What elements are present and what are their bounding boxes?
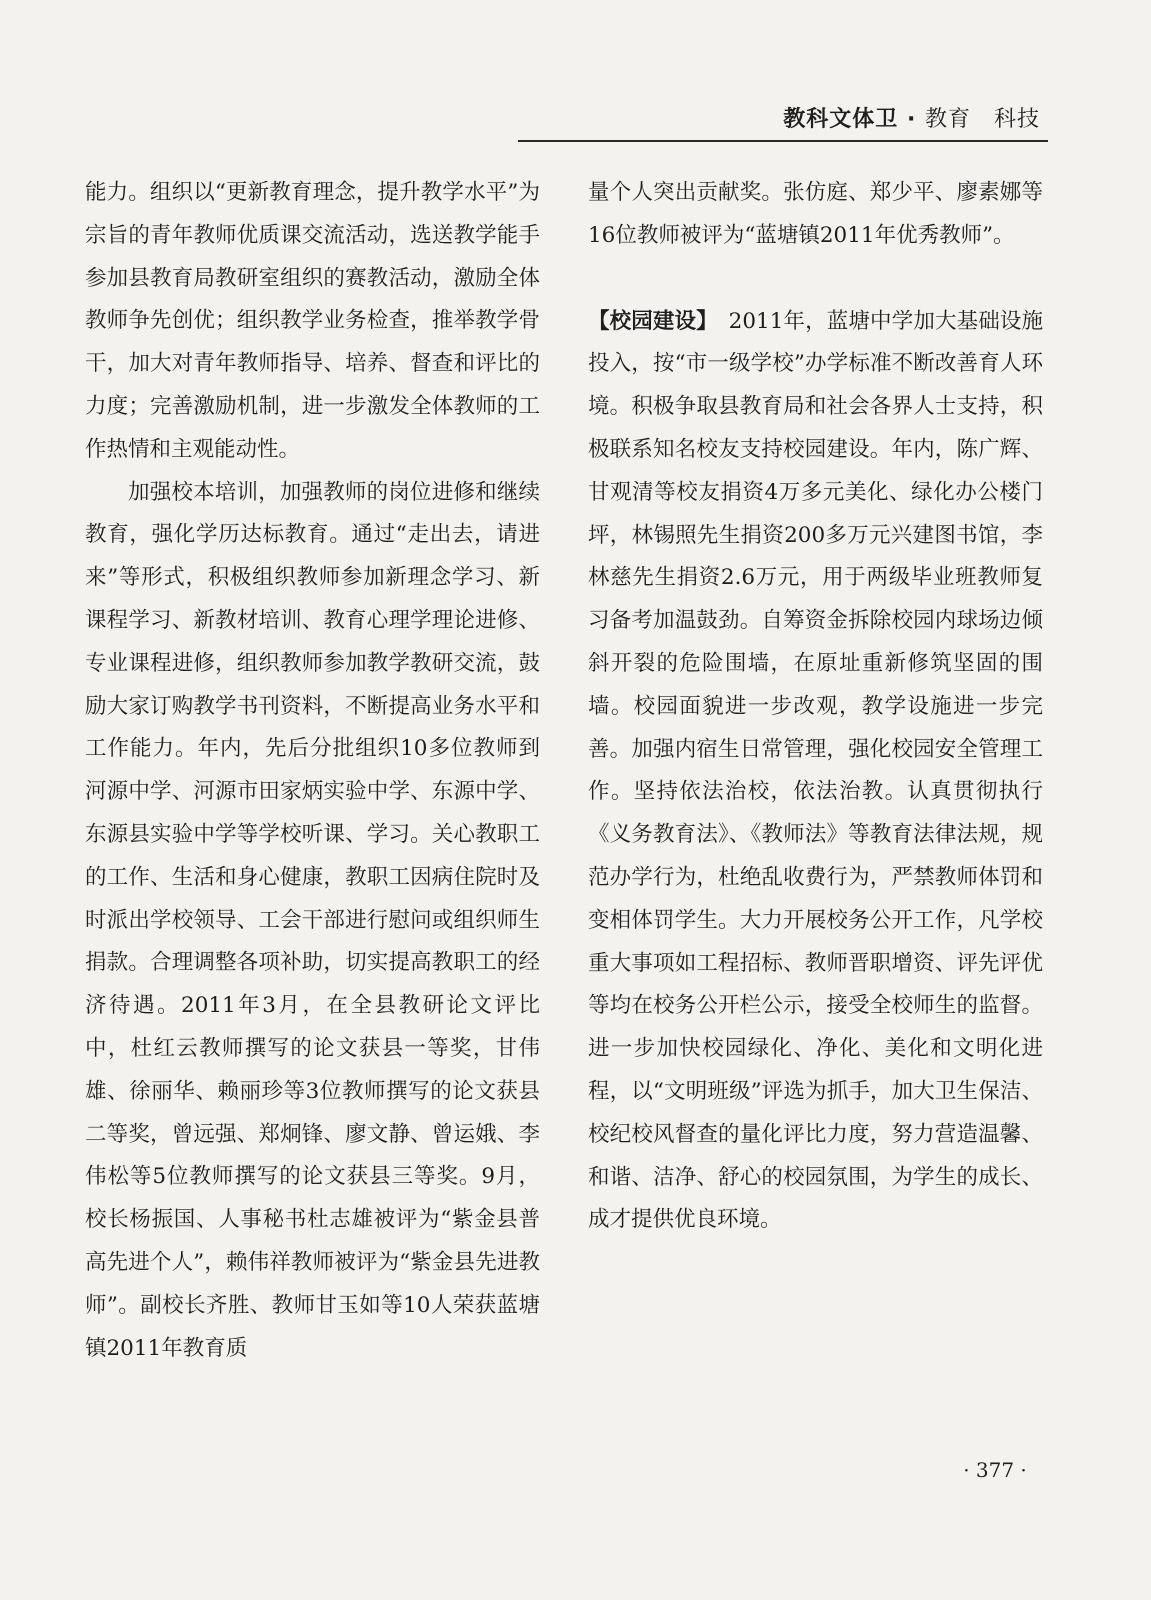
right-paragraph-1: 量个人突出贡献奖。张仿庭、郑少平、廖素娜等16位教师被评为“蓝塘镇2011年优秀教师”。 <box>588 180 1043 248</box>
right-paragraph-2 <box>588 301 1043 1243</box>
right-column <box>588 172 1043 1242</box>
section-tag: 【校园建设】 <box>588 308 708 334</box>
page-number: · 377 · <box>963 1458 1027 1482</box>
paragraph-gap <box>588 258 1043 301</box>
left-paragraph-1: 能力。组织以“更新教育理念，提升教学水平”为宗旨的青年教师优质课交流活动，选送教学能手参加县教育局教研室组织的赛教活动，激励全体教师争先创优；组织教学业务检查，推举教学骨干，加大对青年教师指导、培养、督查和评比的力度；完善激励机制，进一步激发全体教师的工作热情和主观能动性。 <box>85 180 540 462</box>
section-body: 2011年，蓝塘中学加大基础设施投入，按“市一级学校”办学标准不断改善育人环境。积极争取县教育局和社会各界人士支持，积极联系知名校友支持校园建设。年内，陈广辉、甘观清等校友捐资4万多元美化、绿化办公楼门坪，林锡照先生捐资200多万元兴建图书馆，李林慈先生捐资2.6万元，用于两级毕业班教师复习备考加温鼓劲。自筹资金拆除校园内球场边倾斜开裂的危险围墙，在原址重新修筑坚固的围墙。校园面貌进一步改观，教学设施进一步完善。加强内宿生日常管理，强化校园安全管理工作。坚持依法治校，依法治教。认真贯彻执行《义务教育法》、《教师法》等教育法律法规，规范办学行为，杜绝乱收费行为，严禁教师体罚和变相体罚学生。大力开展校务公开工作，凡学校重大事项如工程招标、教师晋职增资、评先评优等均在校务公开栏公示，接受全校师生的监督。进一步加快校园绿化、净化、美化和文明化进程，以“文明班级”评选为抓手，加大卫生保洁、校纪校风督查的量化评比力度，努力营造温馨、和谐、洁净、舒心的校园氛围，为学生的成长、成才提供优良环境。 <box>588 308 1043 1233</box>
header-rule <box>518 140 1048 142</box>
left-paragraph-2: 加强校本培训，加强教师的岗位进修和继续教育，强化学历达标教育。通过“走出去，请进来”等形式，积极组织教师参加新理念学习、新课程学习、新教材培训、教育心理学理论进修、专业课程进修，组织教师参加教学教研交流，鼓励大家订购教学书刊资料，不断提高业务水平和工作能力。年内，先后分批组织10多位教师到河源中学、河源市田家炳实验中学、东源中学、东源县实验中学等学校听课、学习。关心教职工的工作、生活和身心健康，教职工因病住院时及时派出学校领导、工会干部进行慰问或组织师生捐款。合理调整各项补助，切实提高教职工的经济待遇。2011年3月，在全县教研论文评比中，杜红云教师撰写的论文获县一等奖，甘伟雄、徐丽华、赖丽珍等3位教师撰写的论文获县二等奖，曾远强、郑炯锋、廖文静、曾运娥、李伟松等5位教师撰写的论文获县三等奖。9月，校长杨振国、人事秘书杜志雄被评为“紫金县普高先进个人”，赖伟祥教师被评为“紫金县先进教师”。副校长齐胜、教师甘玉如等10人荣获蓝塘镇2011年教育质 <box>85 479 540 1361</box>
header-subtitle: 教育 科技 <box>924 107 1040 132</box>
left-column <box>85 172 540 1370</box>
running-header <box>700 102 1040 136</box>
header-title: 教科文体卫 <box>783 107 899 132</box>
header-separator: · <box>898 107 925 132</box>
